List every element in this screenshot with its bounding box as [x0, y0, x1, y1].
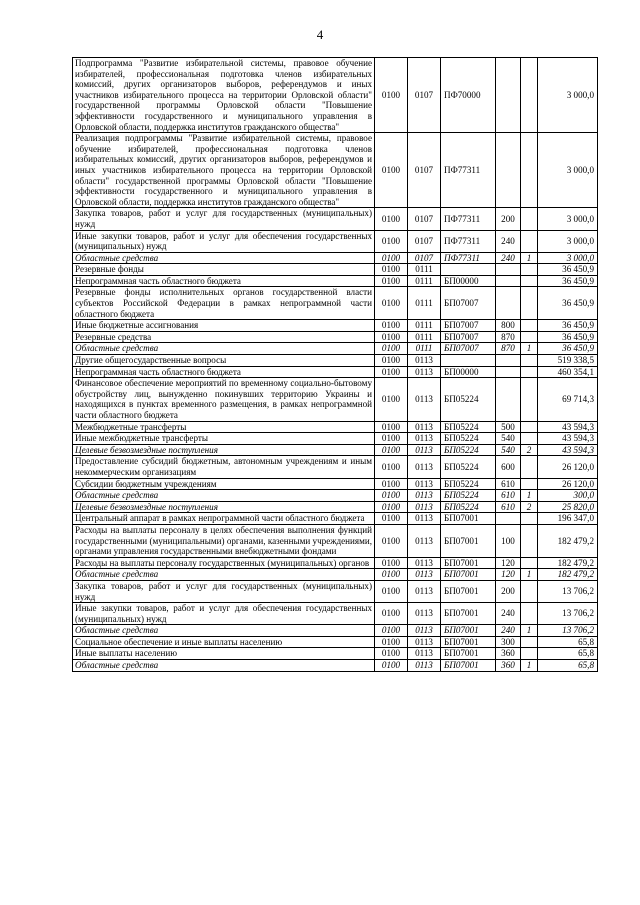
- expense-type-code-cell: 870: [496, 343, 521, 355]
- target-item-code-cell: БП07001: [441, 648, 496, 660]
- table-row: [73, 208, 598, 230]
- subsection-code-cell: 0113: [408, 636, 441, 648]
- subsection-code-cell: 0113: [408, 456, 441, 478]
- funding-source-cell: 1: [521, 569, 538, 581]
- row-name-cell: Расходы на выплаты персоналу в целях обеспечения выполнения функций государственными (муниципальными) органами, казенными учреждениями, органами управления государственными внебюджетными фондами: [73, 524, 375, 557]
- target-item-code-cell: БП07001: [441, 625, 496, 637]
- table-row: [73, 264, 598, 276]
- target-item-code-cell: БП05224: [441, 501, 496, 513]
- subsection-code-cell: 0111: [408, 275, 441, 287]
- subsection-code-cell: 0113: [408, 490, 441, 502]
- expense-type-code-cell: [496, 275, 521, 287]
- target-item-code-cell: БП07007: [441, 287, 496, 320]
- target-item-code-cell: ПФ70000: [441, 58, 496, 133]
- row-name-cell: Непрограммная часть областного бюджета: [73, 275, 375, 287]
- expense-type-code-cell: [496, 366, 521, 378]
- target-item-code-cell: БП05224: [441, 490, 496, 502]
- funding-source-cell: [521, 478, 538, 490]
- row-name-cell: Областные средства: [73, 569, 375, 581]
- row-name-cell: Закупка товаров, работ и услуг для государственных (муниципальных) нужд: [73, 208, 375, 230]
- amount-cell: 36 450,9: [538, 287, 598, 320]
- section-code-cell: 0100: [375, 275, 408, 287]
- row-name-cell: Расходы на выплаты персоналу государственных (муниципальных) органов: [73, 557, 375, 569]
- table-row: [73, 366, 598, 378]
- target-item-code-cell: БП05224: [441, 478, 496, 490]
- funding-source-cell: 1: [521, 490, 538, 502]
- amount-cell: 65,8: [538, 660, 598, 672]
- funding-source-cell: [521, 636, 538, 648]
- section-code-cell: 0100: [375, 133, 408, 208]
- row-name-cell: Областные средства: [73, 343, 375, 355]
- amount-cell: 65,8: [538, 648, 598, 660]
- section-code-cell: 0100: [375, 501, 408, 513]
- table-row: [73, 603, 598, 625]
- subsection-code-cell: 0107: [408, 252, 441, 264]
- section-code-cell: 0100: [375, 433, 408, 445]
- row-name-cell: Иные закупки товаров, работ и услуг для обеспечения государственных (муниципальных) нужд: [73, 230, 375, 252]
- subsection-code-cell: 0111: [408, 343, 441, 355]
- section-code-cell: 0100: [375, 331, 408, 343]
- target-item-code-cell: БП00000: [441, 275, 496, 287]
- target-item-code-cell: БП07007: [441, 343, 496, 355]
- section-code-cell: 0100: [375, 58, 408, 133]
- amount-cell: 36 450,9: [538, 264, 598, 276]
- subsection-code-cell: 0113: [408, 478, 441, 490]
- section-code-cell: 0100: [375, 421, 408, 433]
- budget-table: [72, 57, 598, 672]
- expense-type-code-cell: 360: [496, 660, 521, 672]
- amount-cell: 3 000,0: [538, 58, 598, 133]
- table-row: [73, 625, 598, 637]
- row-name-cell: Субсидии бюджетным учреждениям: [73, 478, 375, 490]
- subsection-code-cell: 0113: [408, 421, 441, 433]
- target-item-code-cell: [441, 355, 496, 367]
- amount-cell: 69 714,3: [538, 378, 598, 421]
- subsection-code-cell: 0113: [408, 513, 441, 525]
- subsection-code-cell: 0113: [408, 378, 441, 421]
- funding-source-cell: [521, 208, 538, 230]
- funding-source-cell: [521, 433, 538, 445]
- amount-cell: 43 594,3: [538, 444, 598, 456]
- expense-type-code-cell: 610: [496, 490, 521, 502]
- section-code-cell: 0100: [375, 513, 408, 525]
- amount-cell: 25 820,0: [538, 501, 598, 513]
- row-name-cell: Непрограммная часть областного бюджета: [73, 366, 375, 378]
- table-row: [73, 252, 598, 264]
- amount-cell: 3 000,0: [538, 252, 598, 264]
- funding-source-cell: 2: [521, 444, 538, 456]
- amount-cell: 196 347,0: [538, 513, 598, 525]
- funding-source-cell: [521, 603, 538, 625]
- table-row: [73, 569, 598, 581]
- row-name-cell: Резервные средства: [73, 331, 375, 343]
- expense-type-code-cell: 100: [496, 524, 521, 557]
- table-row: [73, 331, 598, 343]
- section-code-cell: 0100: [375, 208, 408, 230]
- target-item-code-cell: БП07001: [441, 603, 496, 625]
- subsection-code-cell: 0113: [408, 501, 441, 513]
- funding-source-cell: [521, 331, 538, 343]
- table-row: [73, 320, 598, 332]
- table-row: [73, 355, 598, 367]
- funding-source-cell: [521, 648, 538, 660]
- page-number: 4: [316, 27, 324, 42]
- row-name-cell: Областные средства: [73, 490, 375, 502]
- target-item-code-cell: БП07001: [441, 524, 496, 557]
- expense-type-code-cell: 360: [496, 648, 521, 660]
- section-code-cell: 0100: [375, 456, 408, 478]
- section-code-cell: 0100: [375, 557, 408, 569]
- row-name-cell: Целевые безвозмездные поступления: [73, 501, 375, 513]
- subsection-code-cell: 0113: [408, 603, 441, 625]
- subsection-code-cell: 0107: [408, 230, 441, 252]
- target-item-code-cell: ПФ77311: [441, 252, 496, 264]
- funding-source-cell: [521, 58, 538, 133]
- table-row: [73, 378, 598, 421]
- amount-cell: 182 479,2: [538, 569, 598, 581]
- funding-source-cell: 2: [521, 501, 538, 513]
- target-item-code-cell: ПФ77311: [441, 133, 496, 208]
- section-code-cell: 0100: [375, 603, 408, 625]
- expense-type-code-cell: 870: [496, 331, 521, 343]
- table-row: [73, 636, 598, 648]
- section-code-cell: 0100: [375, 252, 408, 264]
- subsection-code-cell: 0111: [408, 331, 441, 343]
- table-row: [73, 275, 598, 287]
- section-code-cell: 0100: [375, 287, 408, 320]
- subsection-code-cell: 0107: [408, 133, 441, 208]
- row-name-cell: Иные выплаты населению: [73, 648, 375, 660]
- funding-source-cell: 1: [521, 343, 538, 355]
- table-row: [73, 524, 598, 557]
- target-item-code-cell: БП00000: [441, 366, 496, 378]
- expense-type-code-cell: 120: [496, 569, 521, 581]
- amount-cell: 300,0: [538, 490, 598, 502]
- amount-cell: 3 000,0: [538, 230, 598, 252]
- funding-source-cell: [521, 378, 538, 421]
- expense-type-code-cell: 300: [496, 636, 521, 648]
- subsection-code-cell: 0113: [408, 648, 441, 660]
- table-row: [73, 343, 598, 355]
- section-code-cell: 0100: [375, 648, 408, 660]
- funding-source-cell: [521, 524, 538, 557]
- table-row: [73, 433, 598, 445]
- amount-cell: 182 479,2: [538, 524, 598, 557]
- expense-type-code-cell: [496, 287, 521, 320]
- row-name-cell: Иные бюджетные ассигнования: [73, 320, 375, 332]
- target-item-code-cell: БП07007: [441, 320, 496, 332]
- amount-cell: 13 706,2: [538, 603, 598, 625]
- expense-type-code-cell: [496, 513, 521, 525]
- row-name-cell: Областные средства: [73, 660, 375, 672]
- amount-cell: 43 594,3: [538, 433, 598, 445]
- funding-source-cell: [521, 287, 538, 320]
- amount-cell: 13 706,2: [538, 625, 598, 637]
- table-row: [73, 230, 598, 252]
- row-name-cell: Областные средства: [73, 625, 375, 637]
- expense-type-code-cell: 600: [496, 456, 521, 478]
- amount-cell: 13 706,2: [538, 580, 598, 602]
- expense-type-code-cell: [496, 58, 521, 133]
- subsection-code-cell: 0107: [408, 208, 441, 230]
- table-row: [73, 513, 598, 525]
- expense-type-code-cell: [496, 355, 521, 367]
- funding-source-cell: 1: [521, 660, 538, 672]
- table-row: [73, 580, 598, 602]
- section-code-cell: 0100: [375, 580, 408, 602]
- expense-type-code-cell: [496, 133, 521, 208]
- subsection-code-cell: 0113: [408, 433, 441, 445]
- section-code-cell: 0100: [375, 524, 408, 557]
- row-name-cell: Межбюджетные трансферты: [73, 421, 375, 433]
- target-item-code-cell: [441, 264, 496, 276]
- amount-cell: 26 120,0: [538, 456, 598, 478]
- table-row: [73, 456, 598, 478]
- funding-source-cell: [521, 513, 538, 525]
- table-row: [73, 490, 598, 502]
- amount-cell: 43 594,3: [538, 421, 598, 433]
- funding-source-cell: [521, 264, 538, 276]
- row-name-cell: Областные средства: [73, 252, 375, 264]
- target-item-code-cell: БП07001: [441, 557, 496, 569]
- table-row: [73, 287, 598, 320]
- funding-source-cell: [521, 133, 538, 208]
- expense-type-code-cell: 610: [496, 501, 521, 513]
- expense-type-code-cell: 200: [496, 580, 521, 602]
- funding-source-cell: 1: [521, 252, 538, 264]
- target-item-code-cell: ПФ77311: [441, 208, 496, 230]
- table-row: [73, 660, 598, 672]
- row-name-cell: Центральный аппарат в рамках непрограммной части областного бюджета: [73, 513, 375, 525]
- expense-type-code-cell: 240: [496, 252, 521, 264]
- expense-type-code-cell: 540: [496, 444, 521, 456]
- section-code-cell: 0100: [375, 490, 408, 502]
- table-row: [73, 444, 598, 456]
- expense-type-code-cell: 120: [496, 557, 521, 569]
- row-name-cell: Реализация подпрограммы "Развитие избирательной системы, правовое обучение избирателей, профессиональная подготовка членов избирательных комиссий, других организаторов выборов, референдумов и иных участников избирательного процесса на территории Орловской области" государственной программы Орловской области "Повышение эффективности государственного и муниципального управления в Орловской области, поддержка институтов гражданского общества": [73, 133, 375, 208]
- row-name-cell: Целевые безвозмездные поступления: [73, 444, 375, 456]
- amount-cell: 65,8: [538, 636, 598, 648]
- table-row: [73, 58, 598, 133]
- funding-source-cell: [521, 557, 538, 569]
- table-row: [73, 421, 598, 433]
- subsection-code-cell: 0111: [408, 287, 441, 320]
- target-item-code-cell: БП05224: [441, 456, 496, 478]
- subsection-code-cell: 0113: [408, 444, 441, 456]
- table-row: [73, 133, 598, 208]
- amount-cell: 460 354,1: [538, 366, 598, 378]
- amount-cell: 519 338,5: [538, 355, 598, 367]
- expense-type-code-cell: 540: [496, 433, 521, 445]
- section-code-cell: 0100: [375, 230, 408, 252]
- subsection-code-cell: 0107: [408, 58, 441, 133]
- funding-source-cell: [521, 320, 538, 332]
- amount-cell: 26 120,0: [538, 478, 598, 490]
- section-code-cell: 0100: [375, 355, 408, 367]
- row-name-cell: Иные закупки товаров, работ и услуг для обеспечения государственных (муниципальных) нужд: [73, 603, 375, 625]
- subsection-code-cell: 0113: [408, 569, 441, 581]
- funding-source-cell: [521, 421, 538, 433]
- amount-cell: 3 000,0: [538, 133, 598, 208]
- funding-source-cell: [521, 580, 538, 602]
- expense-type-code-cell: [496, 264, 521, 276]
- section-code-cell: 0100: [375, 625, 408, 637]
- section-code-cell: 0100: [375, 636, 408, 648]
- expense-type-code-cell: 240: [496, 625, 521, 637]
- row-name-cell: Другие общегосударственные вопросы: [73, 355, 375, 367]
- expense-type-code-cell: 240: [496, 230, 521, 252]
- subsection-code-cell: 0113: [408, 524, 441, 557]
- funding-source-cell: [521, 456, 538, 478]
- expense-type-code-cell: 500: [496, 421, 521, 433]
- section-code-cell: 0100: [375, 660, 408, 672]
- subsection-code-cell: 0113: [408, 660, 441, 672]
- subsection-code-cell: 0111: [408, 320, 441, 332]
- expense-type-code-cell: 200: [496, 208, 521, 230]
- row-name-cell: Резервные фонды: [73, 264, 375, 276]
- funding-source-cell: [521, 230, 538, 252]
- target-item-code-cell: БП05224: [441, 421, 496, 433]
- table-row: [73, 501, 598, 513]
- amount-cell: 36 450,9: [538, 320, 598, 332]
- funding-source-cell: [521, 275, 538, 287]
- target-item-code-cell: БП07001: [441, 569, 496, 581]
- section-code-cell: 0100: [375, 264, 408, 276]
- funding-source-cell: [521, 366, 538, 378]
- section-code-cell: 0100: [375, 444, 408, 456]
- funding-source-cell: [521, 355, 538, 367]
- funding-source-cell: 1: [521, 625, 538, 637]
- subsection-code-cell: 0113: [408, 366, 441, 378]
- subsection-code-cell: 0113: [408, 580, 441, 602]
- target-item-code-cell: БП07001: [441, 636, 496, 648]
- amount-cell: 3 000,0: [538, 208, 598, 230]
- section-code-cell: 0100: [375, 320, 408, 332]
- row-name-cell: Резервные фонды исполнительных органов государственной власти субъектов Российской Федерации в рамках непрограммной части областного бюджета: [73, 287, 375, 320]
- section-code-cell: 0100: [375, 343, 408, 355]
- amount-cell: 182 479,2: [538, 557, 598, 569]
- expense-type-code-cell: 610: [496, 478, 521, 490]
- row-name-cell: Предоставление субсидий бюджетным, автономным учреждениям и иным некоммерческим организациям: [73, 456, 375, 478]
- target-item-code-cell: БП05224: [441, 433, 496, 445]
- amount-cell: 36 450,9: [538, 343, 598, 355]
- expense-type-code-cell: [496, 378, 521, 421]
- row-name-cell: Социальное обеспечение и иные выплаты населению: [73, 636, 375, 648]
- section-code-cell: 0100: [375, 569, 408, 581]
- target-item-code-cell: БП07001: [441, 660, 496, 672]
- section-code-cell: 0100: [375, 366, 408, 378]
- table-row: [73, 557, 598, 569]
- target-item-code-cell: БП07001: [441, 580, 496, 602]
- row-name-cell: Закупка товаров, работ и услуг для государственных (муниципальных) нужд: [73, 580, 375, 602]
- expense-type-code-cell: 240: [496, 603, 521, 625]
- target-item-code-cell: БП05224: [441, 378, 496, 421]
- amount-cell: 36 450,9: [538, 331, 598, 343]
- section-code-cell: 0100: [375, 378, 408, 421]
- section-code-cell: 0100: [375, 478, 408, 490]
- row-name-cell: Иные межбюджетные трансферты: [73, 433, 375, 445]
- table-row: [73, 648, 598, 660]
- subsection-code-cell: 0113: [408, 625, 441, 637]
- table-row: [73, 478, 598, 490]
- budget-table-body: [73, 58, 598, 672]
- row-name-cell: Финансовое обеспечение мероприятий по временному социально-бытовому обустройству лиц, вынужденно покинувших территорию Украины и находящихся в пунктах временного размещения, в рамках непрограммной части областного бюджета: [73, 378, 375, 421]
- target-item-code-cell: БП07007: [441, 331, 496, 343]
- target-item-code-cell: БП05224: [441, 444, 496, 456]
- row-name-cell: Подпрограмма "Развитие избирательной системы, правовое обучение избирателей, профессиональная подготовка членов избирательных комиссий, других организаторов выборов, референдумов и иных участников избирательного процесса на территории Орловской области" государственной программы Орловской области "Повышение эффективности государственного и муниципального управления в Орловской области, поддержка институтов гражданского общества": [73, 58, 375, 133]
- subsection-code-cell: 0113: [408, 355, 441, 367]
- target-item-code-cell: ПФ77311: [441, 230, 496, 252]
- expense-type-code-cell: 800: [496, 320, 521, 332]
- target-item-code-cell: БП07001: [441, 513, 496, 525]
- subsection-code-cell: 0113: [408, 557, 441, 569]
- amount-cell: 36 450,9: [538, 275, 598, 287]
- subsection-code-cell: 0111: [408, 264, 441, 276]
